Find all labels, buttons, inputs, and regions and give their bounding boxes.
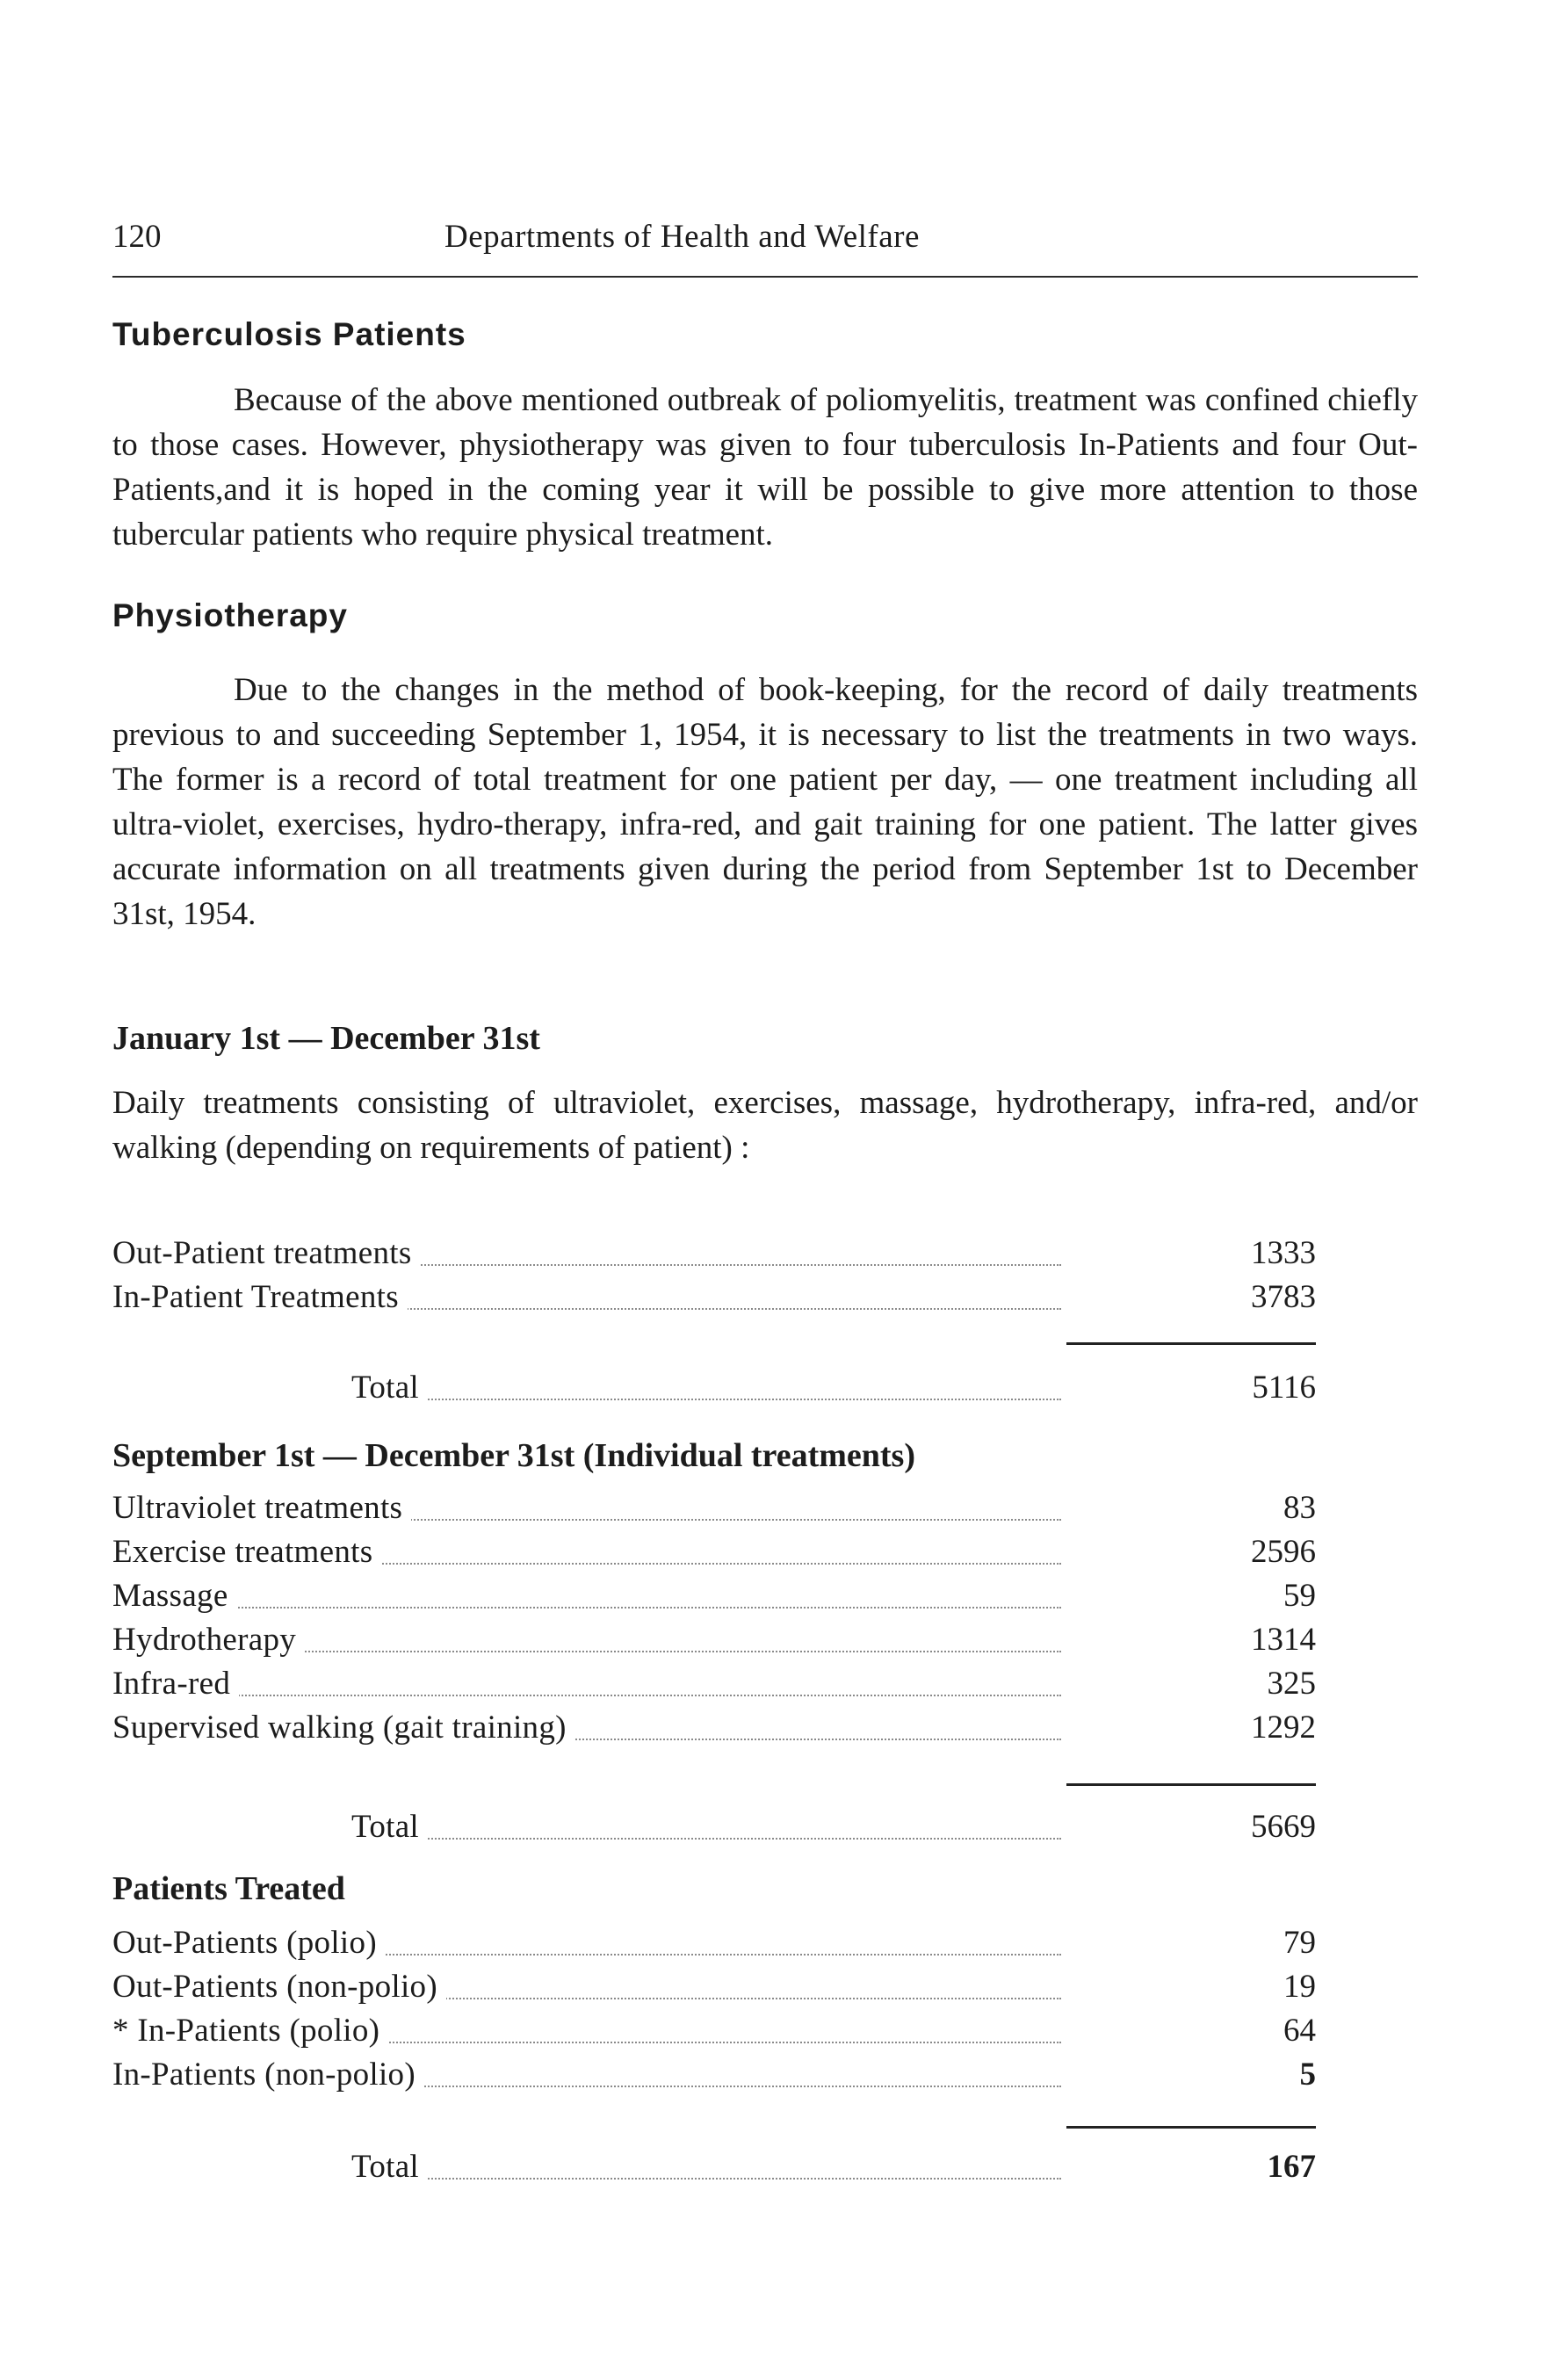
daily-section-heading: January 1st — December 31st bbox=[112, 1020, 540, 1057]
table-row bbox=[112, 1278, 1316, 1322]
row-label: * In-Patients (polio) bbox=[112, 2012, 388, 2050]
row-value: 3783 bbox=[1251, 1279, 1316, 1315]
total-label: Total bbox=[351, 2148, 428, 2186]
row-value: 1314 bbox=[1251, 1622, 1316, 1658]
table-row bbox=[112, 1968, 1316, 2012]
tuberculosis-paragraph bbox=[112, 378, 1418, 557]
physiotherapy-text: Due to the changes in the method of book-keeping, for the record of daily treatments previous to and succeeding September 1, 1954, it is necessary to list the treatments in two ways. The former is a record of total treatment for one patient per day, — one treatment including all ultra-violet, exercises, hydro-therapy, infra-red, and gait training for one patient. The latter gives accurate information on all treatments given during the period from September 1st to December 31st, 1954. bbox=[112, 672, 1418, 932]
daily-section-description: Daily treatments consisting of ultraviolet, exercises, massage, hydrotherapy, infra-red, and/or walking (depending on requirements of patient) : bbox=[112, 1085, 1418, 1166]
table-row bbox=[112, 1577, 1316, 1621]
table-row bbox=[112, 1709, 1316, 1753]
patients-section-heading: Patients Treated bbox=[112, 1870, 345, 1907]
total-value: 167 bbox=[1267, 2149, 1316, 2185]
row-label: Ultraviolet treatments bbox=[112, 1489, 411, 1527]
total-row bbox=[112, 1369, 1316, 1413]
table-row bbox=[112, 2056, 1316, 2100]
total-rule bbox=[1066, 1342, 1316, 1345]
total-value: 5116 bbox=[1252, 1370, 1316, 1406]
total-rule bbox=[1066, 1783, 1316, 1786]
row-value: 5 bbox=[1299, 2057, 1316, 2093]
total-rule bbox=[1066, 2126, 1316, 2129]
leader-dots bbox=[351, 1838, 1061, 1840]
row-value: 79 bbox=[1283, 1925, 1316, 1961]
row-label: Out-Patients (polio) bbox=[112, 1924, 386, 1962]
table-row bbox=[112, 2012, 1316, 2056]
tuberculosis-heading: Tuberculosis Patients bbox=[112, 316, 466, 352]
leader-dots bbox=[112, 1695, 1061, 1696]
row-label: Exercise treatments bbox=[112, 1533, 381, 1571]
row-value: 19 bbox=[1283, 1969, 1316, 2005]
row-label: In-Patient Treatments bbox=[112, 1278, 408, 1316]
row-value: 325 bbox=[1267, 1666, 1316, 1702]
running-header bbox=[112, 218, 1418, 272]
row-value: 1292 bbox=[1251, 1710, 1316, 1746]
table-row bbox=[112, 1489, 1316, 1533]
row-value: 83 bbox=[1283, 1490, 1316, 1526]
row-label: Massage bbox=[112, 1577, 237, 1615]
table-row bbox=[112, 1665, 1316, 1709]
table-row bbox=[112, 1533, 1316, 1577]
row-value: 64 bbox=[1283, 2013, 1316, 2049]
total-label: Total bbox=[351, 1369, 428, 1406]
row-label: Infra-red bbox=[112, 1665, 239, 1703]
leader-dots bbox=[351, 1399, 1061, 1400]
individual-section-heading: September 1st — December 31st (Individual treatments) bbox=[112, 1437, 916, 1474]
row-label: Out-Patients (non-polio) bbox=[112, 1968, 446, 2006]
leader-dots bbox=[112, 1607, 1061, 1609]
table-row bbox=[112, 1621, 1316, 1665]
row-value: 2596 bbox=[1251, 1534, 1316, 1570]
tuberculosis-text: Because of the above mentioned outbreak of poliomyelitis, treatment was confined chiefly to those cases. However, physiotherapy was given to four tuberculosis In-Patients and four Out-Patients,and it is hoped in the coming year it will be possible to give more attention to those tubercular patients who require physical treatment. bbox=[112, 382, 1418, 553]
total-row bbox=[112, 1808, 1316, 1852]
row-label: Out-Patient treatments bbox=[112, 1234, 421, 1272]
page-number: 120 bbox=[112, 219, 162, 255]
physiotherapy-heading: Physiotherapy bbox=[112, 597, 348, 633]
header-rule bbox=[112, 276, 1418, 278]
total-row bbox=[112, 2148, 1316, 2192]
row-label: Hydrotherapy bbox=[112, 1621, 305, 1659]
running-title: Departments of Health and Welfare bbox=[444, 219, 920, 255]
leader-dots bbox=[351, 2178, 1061, 2180]
table-row bbox=[112, 1234, 1316, 1278]
total-label: Total bbox=[351, 1808, 428, 1846]
physiotherapy-paragraph bbox=[112, 668, 1418, 936]
row-value: 1333 bbox=[1251, 1235, 1316, 1271]
row-label: Supervised walking (gait training) bbox=[112, 1709, 575, 1746]
table-row bbox=[112, 1924, 1316, 1968]
row-label: In-Patients (non-polio) bbox=[112, 2056, 424, 2093]
total-value: 5669 bbox=[1251, 1809, 1316, 1845]
row-value: 59 bbox=[1283, 1578, 1316, 1614]
